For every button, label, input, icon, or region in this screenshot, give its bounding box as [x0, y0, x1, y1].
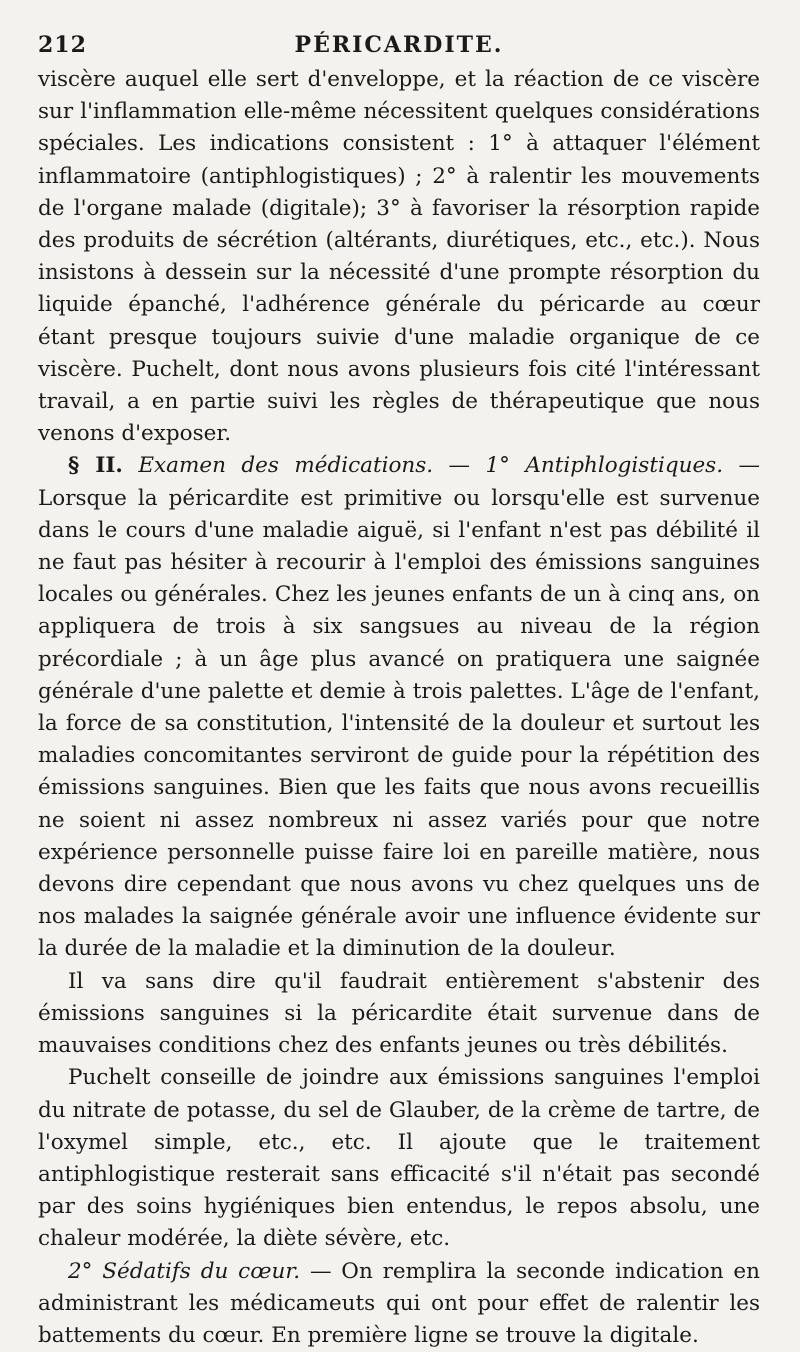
section-separator: —	[433, 453, 486, 479]
section-mark: § II.	[68, 453, 123, 479]
section-title: Examen des médications.	[138, 453, 434, 479]
section-2-text: — Lorsque la péricardite est primitive ou lorsqu'elle est survenue dans le cours d'une maladie aiguë, si l'enfant n'est pas débilité il ne faut pas hésiter à recourir à l'emploi des émissions sanguines locales ou générales. Chez les jeunes enfants de un à cinq ans, on appliquera de trois à six sangsues au niveau de la région précordiale ; à un âge plus avancé on pratiquera une saignée générale d'une palette et demie à trois palettes. L'âge de l'enfant, la force de sa constitution, l'intensité de la douleur et surtout les maladies concomitantes serviront de guide pour la répétition des émissions sanguines. Bien que les faits que nous avons recueillis ne soient ni assez nombreux ni assez variés pour que notre expérience personnelle puisse faire loi en pareille matière, nous devons dire cependant que nous avons vu chez quelques uns de nos malades la saignée générale avoir une influence évidente sur la durée de la maladie et la diminution de la douleur.	[38, 453, 760, 962]
paragraph-sedatifs	[38, 1256, 760, 1352]
subsection-title: 1° Antiphlogistiques.	[485, 453, 724, 479]
page-number: 212	[38, 32, 87, 58]
paragraph-indications: viscère auquel elle sert d'enveloppe, et la réaction de ce viscère sur l'inflammation elle-même nécessitent quelques considérations spéciales. Les indications consistent : 1° à attaquer l'élément inflammatoire (antiphlogistiques) ; 2° à ralentir les mouvements de l'organe malade (digitale); 3° à favoriser la résorption rapide des produits de sécrétion (altérants, diurétiques, etc., etc.). Nous insistons à dessein sur la nécessité d'une prompte résorption du liquide épanché, l'adhérence générale du péricarde au cœur étant presque toujours suivie d'une maladie organique de ce viscère. Puchelt, dont nous avons plusieurs fois cité l'intéressant travail, a en partie suivi les règles de thérapeutique que nous venons d'exposer.	[38, 67, 760, 447]
sedatifs-title: 2° Sédatifs du cœur.	[68, 1258, 301, 1284]
sedatifs-text: — On remplira la seconde indication en administrant les médicameuts qui ont pour effet de ralentir les battements du cœur. En première ligne se trouve la digitale.	[38, 1258, 760, 1348]
paragraph-puchelt: Puchelt conseille de joindre aux émissions sanguines l'emploi du nitrate de potasse, du sel de Glauber, de la crème de tartre, de l'oxymel simple, etc., etc. Il ajoute que le traitement antiphlogistique resterait sans efficacité s'il n'était pas secondé par des soins hygiéniques bien entendus, le repos absolu, une chaleur modérée, la diète sévère, etc.	[38, 1065, 760, 1252]
paragraph-abstain: Il va sans dire qu'il faudrait entièrement s'abstenir des émissions sanguines si la péricardite était survenue dans de mauvaises conditions chez des enfants jeunes ou très débilités.	[38, 968, 760, 1059]
running-title: PÉRICARDITE.	[294, 32, 504, 58]
paragraph-section-2	[38, 450, 760, 965]
running-head	[38, 28, 760, 64]
body-text	[38, 64, 760, 1352]
